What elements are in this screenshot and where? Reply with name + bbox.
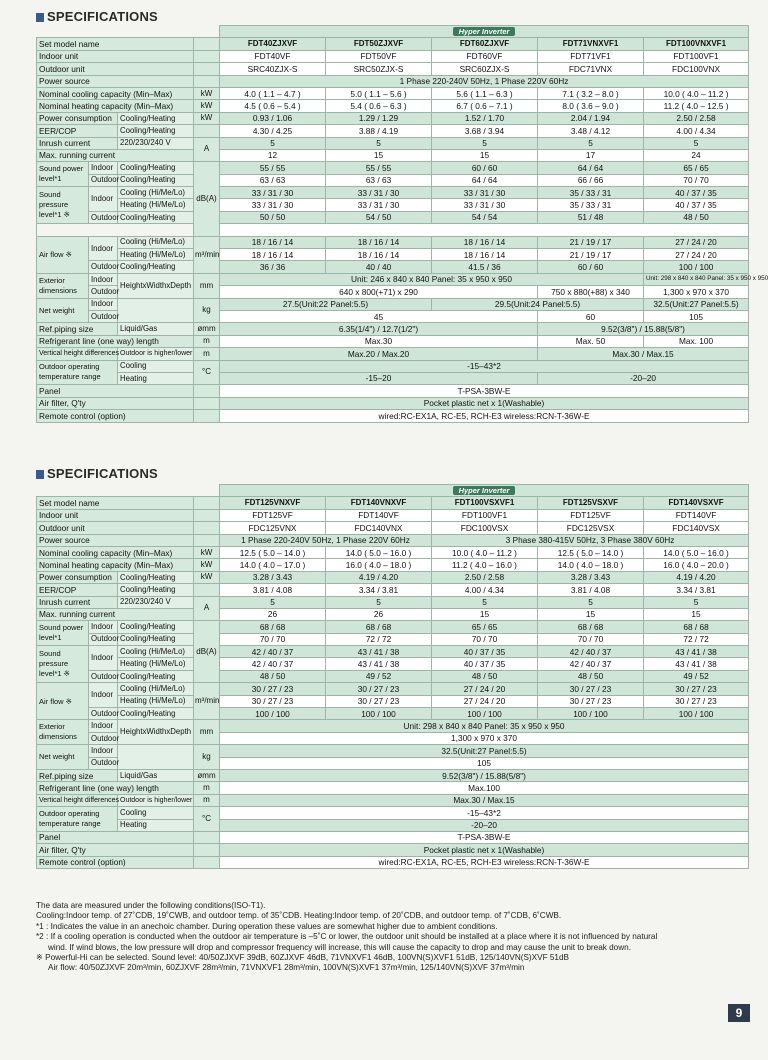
table-row: Air filter, Q'ty Pocket plastic net x 1(Washable)	[37, 397, 749, 409]
table-row: Panel T-PSA-3BW-E	[37, 831, 749, 843]
table-row: Air flow ※ Indoor Cooling (Hi/Me/Lo) m³/min 18 / 16 / 14 18 / 16 / 14 18 / 16 / 14 21 / 19 / 17 27 / 24 / 20	[37, 236, 749, 248]
table-row: Outdoor Cooling/Heating 50 / 50 54 / 50 54 / 54 51 / 48 48 / 50	[37, 211, 749, 223]
table-row: Power consumption Cooling/Heating kW 0.93 / 1.06 1.29 / 1.29 1.52 / 1.70 2.04 / 1.94 2.50 / 2.58	[37, 112, 749, 124]
note-line: Air flow: 40/50ZJXVF 20m³/min, 60ZJXVF 28m³/min, 71VNXVF1 28m³/min, 100VN(S)XVF1 37m³/min, 125/140VN(S)XVF 37m³/min	[48, 963, 525, 973]
table-row: Air filter, Q'ty Pocket plastic net x 1(Washable)	[37, 844, 749, 856]
table-row: Inrush current 220/230/240 V A 5 5 5 5 5	[37, 137, 749, 149]
table-row: Exterior dimensions Indoor HeightxWidthxDepth mm Unit: 246 x 840 x 840 Panel: 35 x 950 x 950 Unit: 298 x 840 x 840 Panel: 35 x 950 x 950	[37, 273, 749, 285]
table-row: Ref.piping size Liquid/Gas ømm 9.52(3/8") / 15.88(5/8")	[37, 769, 749, 781]
table-row: Vertical height differences Outdoor is higher/lower m Max.20 / Max.20 Max.30 / Max.15	[37, 348, 749, 360]
table-row: Outdoor unit SRC40ZJX-S SRC50ZJX-S SRC60ZJX-S FDC71VNX FDC100VNX	[37, 63, 749, 75]
section-marker-icon	[36, 13, 44, 22]
note-line: *2 : If a cooling operation is conducted when the outdoor air temperature is –5˚C or lower, the outdoor unit should be installed at a place where it is not influenced by natural	[36, 932, 658, 942]
table-row: Outdoor operating temperature range Cooling °C -15–43*2	[37, 807, 749, 819]
table-row: EER/COP Cooling/Heating 4.30 / 4.25 3.88 / 4.19 3.68 / 3.94 3.48 / 4.12 4.00 / 4.34	[37, 125, 749, 137]
note-line: ※ Powerful-Hi can be selected. Sound level: 40/50ZJXVF 39dB, 60ZJXVF 46dB, 71VNXVF1 46dB, 100VN(S)XVF1 51dB, 125/140VN(S)XVF 51dB	[36, 953, 569, 963]
table-row: Power source 1 Phase 220-240V 50Hz, 1 Phase 220V 60Hz	[37, 75, 749, 87]
table-row: Outdoor Cooling/Heating 100 / 100 100 / 100 100 / 100 100 / 100 100 / 100	[37, 708, 749, 720]
table-row: Outdoor 105	[37, 757, 749, 769]
hyper-inverter-logo: Hyper Inverter	[453, 27, 516, 37]
table-row: Ref.piping size Liquid/Gas ømm 6.35(1/4") / 12.7(1/2") 9.52(3/8") / 15.88(5/8")	[37, 323, 749, 335]
table-row: Set model name FDT125VNXVF FDT140VNXVF FDT100VSXVF1 FDT125VSXVF FDT140VSXVF	[37, 497, 749, 509]
spec-table-1	[36, 25, 768, 423]
table-row: Vertical height differences Outdoor is higher/lower m Max.30 / Max.15	[37, 794, 749, 806]
table-row: EER/COP Cooling/Heating 3.81 / 4.08 3.34 / 3.81 4.00 / 4.34 3.81 / 4.08 3.34 / 3.81	[37, 584, 749, 596]
table-row: Heating (Hi/Me/Lo) 18 / 16 / 14 18 / 16 / 14 18 / 16 / 14 21 / 19 / 17 27 / 24 / 20	[37, 249, 749, 261]
table-row: Max. running current 12 15 15 17 24	[37, 149, 749, 161]
section-2-title: SPECIFICATIONS	[36, 466, 158, 481]
table-row: Sound pressure level*1 ※ Indoor Cooling (Hi/Me/Lo) 33 / 31 / 30 33 / 31 / 30 33 / 31 / 30 35 / 33 / 31 40 / 37 / 35	[37, 187, 749, 199]
table-row: Outdoor 1,300 x 970 x 370	[37, 732, 749, 744]
table-row: Net weight Indoor kg 32.5(Unit:27 Panel:5.5)	[37, 745, 749, 757]
section-marker-icon	[36, 470, 44, 479]
table-row	[37, 224, 749, 236]
table-row: Heating (Hi/Me/Lo) 42 / 40 / 37 43 / 41 / 38 40 / 37 / 35 42 / 40 / 37 43 / 41 / 38	[37, 658, 749, 670]
note-line: *1 : Indicates the value in an anechoic chamber. During operation these values are somewhat higher due to ambient conditions.	[36, 921, 498, 931]
table-row: Refrigerant line (one way) length m Max.100	[37, 782, 749, 794]
note-line: wind. If wind blows, the low pressure will drop and compressor frequency will increase, this will cause the capacity to drop and may cause the unit to break down.	[48, 942, 631, 952]
section-1-title: SPECIFICATIONS	[36, 9, 158, 24]
table-row: Nominal heating capacity (Min–Max) kW 4.5 ( 0.6 – 5.4 ) 5.4 ( 0.6 – 6.3 ) 6.7 ( 0.6 – 7.1 ) 8.0 ( 3.6 – 9.0 ) 11.2 ( 4.0 – 12.5 )	[37, 100, 749, 112]
note-line: Cooling:Indoor temp. of 27˚CDB, 19˚CWB, and outdoor temp. of 35˚CDB. Heating:Indoor temp. of 20˚CDB, and outdoor temp. of 7˚CDB, 6˚CWB.	[36, 911, 562, 921]
table-row: Sound pressure level*1 ※ Indoor Cooling (Hi/Me/Lo) 42 / 40 / 37 43 / 41 / 38 40 / 37 / 35 42 / 40 / 37 43 / 41 / 38	[37, 646, 749, 658]
table-row: Outdoor 45 60 105	[37, 310, 749, 322]
table-row: Outdoor 640 x 800(+71) x 290 750 x 880(+88) x 340 1,300 x 970 x 370	[37, 286, 749, 298]
hyper-inverter-logo: Hyper Inverter	[453, 486, 516, 496]
table-row: Outdoor unit FDC125VNX FDC140VNX FDC100VSX FDC125VSX FDC140VSX	[37, 522, 749, 534]
table-row: Refrigerant line (one way) length m Max.30 Max. 50 Max. 100	[37, 335, 749, 347]
table-row: Heating (Hi/Me/Lo) 30 / 27 / 23 30 / 27 / 23 27 / 24 / 20 30 / 27 / 23 30 / 27 / 23	[37, 695, 749, 707]
table-row: Sound power level*1 Indoor Cooling/Heating dB(A) 68 / 68 68 / 68 65 / 65 68 / 68 68 / 68	[37, 621, 749, 633]
table-row: Air flow ※ Indoor Cooling (Hi/Me/Lo) m³/min 30 / 27 / 23 30 / 27 / 23 27 / 24 / 20 30 / 27 / 23 30 / 27 / 23	[37, 683, 749, 695]
table-row: Indoor unit FDT40VF FDT50VF FDT60VF FDT71VF1 FDT100VF1	[37, 50, 749, 62]
table-row: Heating (Hi/Me/Lo) 33 / 31 / 30 33 / 31 / 30 33 / 31 / 30 35 / 33 / 31 40 / 37 / 35	[37, 199, 749, 211]
table-row: Nominal heating capacity (Min–Max) kW 14.0 ( 4.0 – 17.0 ) 16.0 ( 4.0 – 18.0 ) 11.2 ( 4.0 – 16.0 ) 14.0 ( 4.0 – 18.0 ) 16.0 ( 4.0 – 20.0 )	[37, 559, 749, 571]
table-row: Inrush current 220/230/240 V A 5 5 5 5 5	[37, 596, 749, 608]
table-row: Nominal cooling capacity (Min–Max) kW 4.0 ( 1.1 – 4.7 ) 5.0 ( 1.1 – 5.6 ) 5.6 ( 1.1 – 6.3 ) 7.1 ( 3.2 – 8.0 ) 10.0 ( 4.0 – 11.2 )	[37, 87, 749, 99]
table-row: Set model name FDT40ZJXVF FDT50ZJXVF FDT60ZJXVF FDT71VNXVF1 FDT100VNXVF1	[37, 38, 749, 50]
table-row: Remote control (option) wired:RC-EX1A, RC-E5, RCH-E3 wireless:RCN-T-36W-E	[37, 856, 749, 868]
footnotes	[36, 901, 736, 974]
table-row: Outdoor operating temperature range Cooling °C -15–43*2	[37, 360, 749, 372]
table-row: Net weight Indoor kg 27.5(Unit:22 Panel:5.5) 29.5(Unit:24 Panel:5.5) 32.5(Unit:27 Panel:5.5)	[37, 298, 749, 310]
table-row: Power source 1 Phase 220-240V 50Hz, 1 Phase 220V 60Hz 3 Phase 380-415V 50Hz, 3 Phase 380V 60Hz	[37, 534, 749, 546]
table-row: Heating -15–20 -20–20	[37, 372, 749, 384]
table-row: Remote control (option) wired:RC-EX1A, RC-E5, RCH-E3 wireless:RCN-T-36W-E	[37, 410, 749, 422]
table-row: Heating -20–20	[37, 819, 749, 831]
table-row: Indoor unit FDT125VF FDT140VF FDT100VF1 FDT125VF FDT140VF	[37, 509, 749, 521]
table-row: Panel T-PSA-3BW-E	[37, 385, 749, 397]
table-row: Outdoor Cooling/Heating 48 / 50 49 / 52 48 / 50 48 / 50 49 / 52	[37, 670, 749, 682]
table-row: Outdoor Cooling/Heating 70 / 70 72 / 72 70 / 70 70 / 70 72 / 72	[37, 633, 749, 645]
page-number: 9	[728, 1004, 750, 1022]
table-row: Max. running current 26 26 15 15 15	[37, 608, 749, 620]
table-row: Exterior dimensions Indoor HeightxWidthxDepth mm Unit: 298 x 840 x 840 Panel: 35 x 950 x 950	[37, 720, 749, 732]
table-row: Outdoor Cooling/Heating 36 / 36 40 / 40 41.5 / 36 60 / 60 100 / 100	[37, 261, 749, 273]
table-row: Sound power level*1 Indoor Cooling/Heating dB(A) 55 / 55 55 / 55 60 / 60 64 / 64 65 / 65	[37, 162, 749, 174]
spec-table-2	[36, 484, 749, 869]
note-line: The data are measured under the following conditions(ISO-T1).	[36, 901, 266, 910]
table-row: Nominal cooling capacity (Min–Max) kW 12.5 ( 5.0 – 14.0 ) 14.0 ( 5.0 – 16.0 ) 10.0 ( 4.0 – 11.2 ) 12.5 ( 5.0 – 14.0 ) 14.0 ( 5.0 – 16.0 )	[37, 546, 749, 558]
table-row: Power consumption Cooling/Heating kW 3.28 / 3.43 4.19 / 4.20 2.50 / 2.58 3.28 / 3.43 4.19 / 4.20	[37, 571, 749, 583]
table-row: Outdoor Cooling/Heating 63 / 63 63 / 63 64 / 64 66 / 66 70 / 70	[37, 174, 749, 186]
